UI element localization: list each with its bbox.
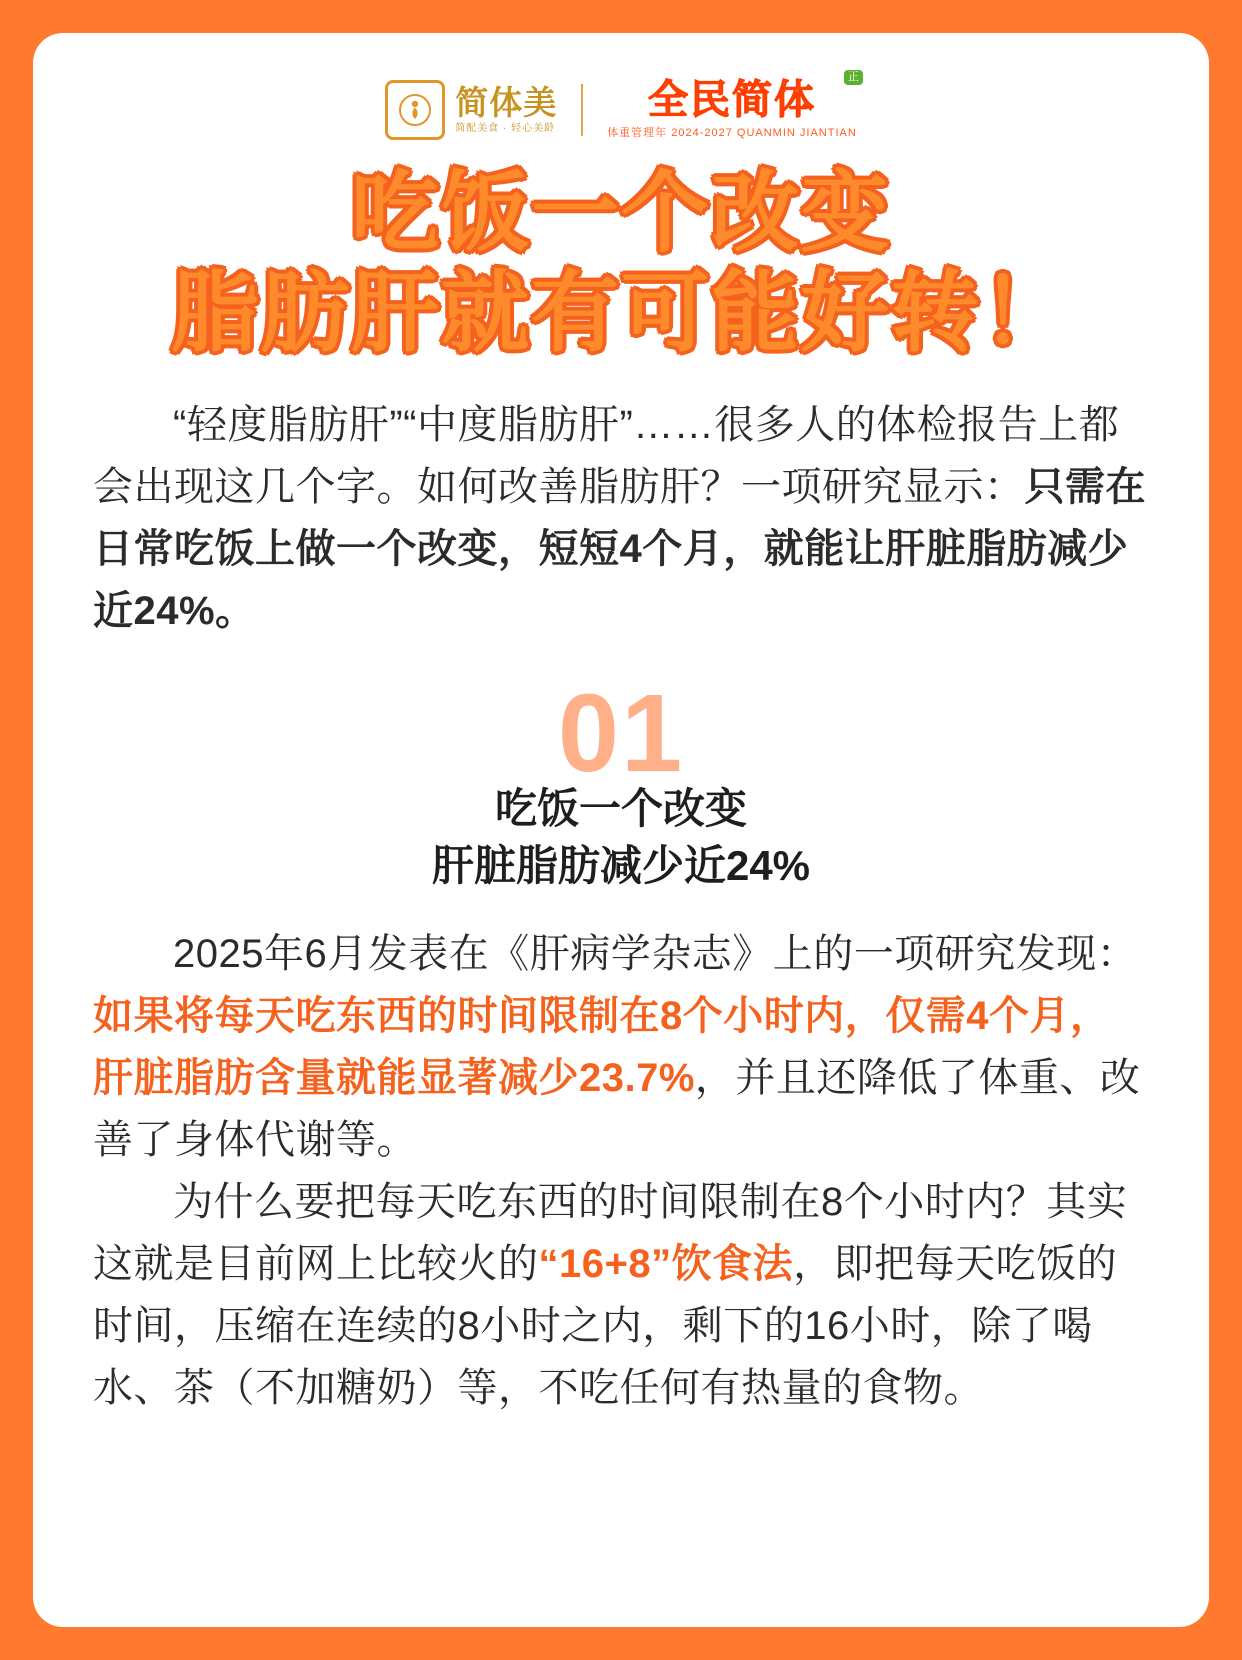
content-paragraph-1 (93, 923, 1149, 1171)
brand-divider (581, 84, 583, 136)
section-title-line-1: 吃饭一个改变 (494, 784, 747, 832)
section-number: 01 (557, 671, 685, 795)
intro-text-normal: “轻度脂肪肝”“中度脂肪肝”……很多人的体检报告上都会出现这几个字。如何改善脂肪肝？一项研究显示： (93, 402, 1120, 509)
content-p1-highlight: 如果将每天吃东西的时间限制在8个小时内，仅需4个月，肝脏脂肪含量就能显著减少23.7% (93, 993, 1111, 1100)
person-in-circle-icon (385, 80, 445, 140)
brand-logo-group (385, 80, 557, 140)
content-paragraph-2 (93, 1171, 1149, 1419)
campaign-title: 全民简体 (648, 78, 816, 122)
campaign-subtitle: 体重管理年 2024-2027 QUANMIN JIANTIAN (607, 127, 857, 139)
brand-header (33, 33, 1209, 145)
section-01-header (93, 671, 1149, 897)
content-p2-tail: ，即把每天吃饭的时间，压缩在连续的8小时之内，剩下的16小时，除了喝水、茶（不加糖奶）等，不吃任何有热量的食物。 (93, 1241, 1118, 1410)
section-title-line-2: 肝脏脂肪减少近24% (431, 841, 811, 889)
title-line-2: 脂肪肝就有可能好转！ (170, 263, 1071, 363)
article-card (33, 33, 1209, 1627)
campaign-logo-group (607, 71, 859, 140)
page-title (33, 163, 1209, 364)
brand-name: 简体美 (455, 84, 558, 121)
content-p2-highlight: “16+8”饮食法 (538, 1241, 794, 1286)
content-p1-lead: 2025年6月发表在《肝病学杂志》上的一项研究发现： (173, 931, 1138, 976)
intro-paragraph (93, 394, 1149, 642)
intro-text-bold: 只需在日常吃饭上做一个改变，短短4个月，就能让肝脏脂肪减少近24%。 (93, 464, 1146, 633)
title-line-1: 吃饭一个改变 (350, 163, 891, 262)
article-body (33, 394, 1209, 1419)
brand-subtitle: 简配美食 · 轻心美龄 (455, 123, 556, 134)
content-p1-tail: ，并且还降低了体重、改善了身体代谢等。 (93, 1055, 1141, 1162)
campaign-badge: 正 (844, 70, 863, 85)
content-p2-lead: 为什么要把每天吃东西的时间限制在8个小时内？其实这就是目前网上比较火的 (93, 1179, 1128, 1286)
